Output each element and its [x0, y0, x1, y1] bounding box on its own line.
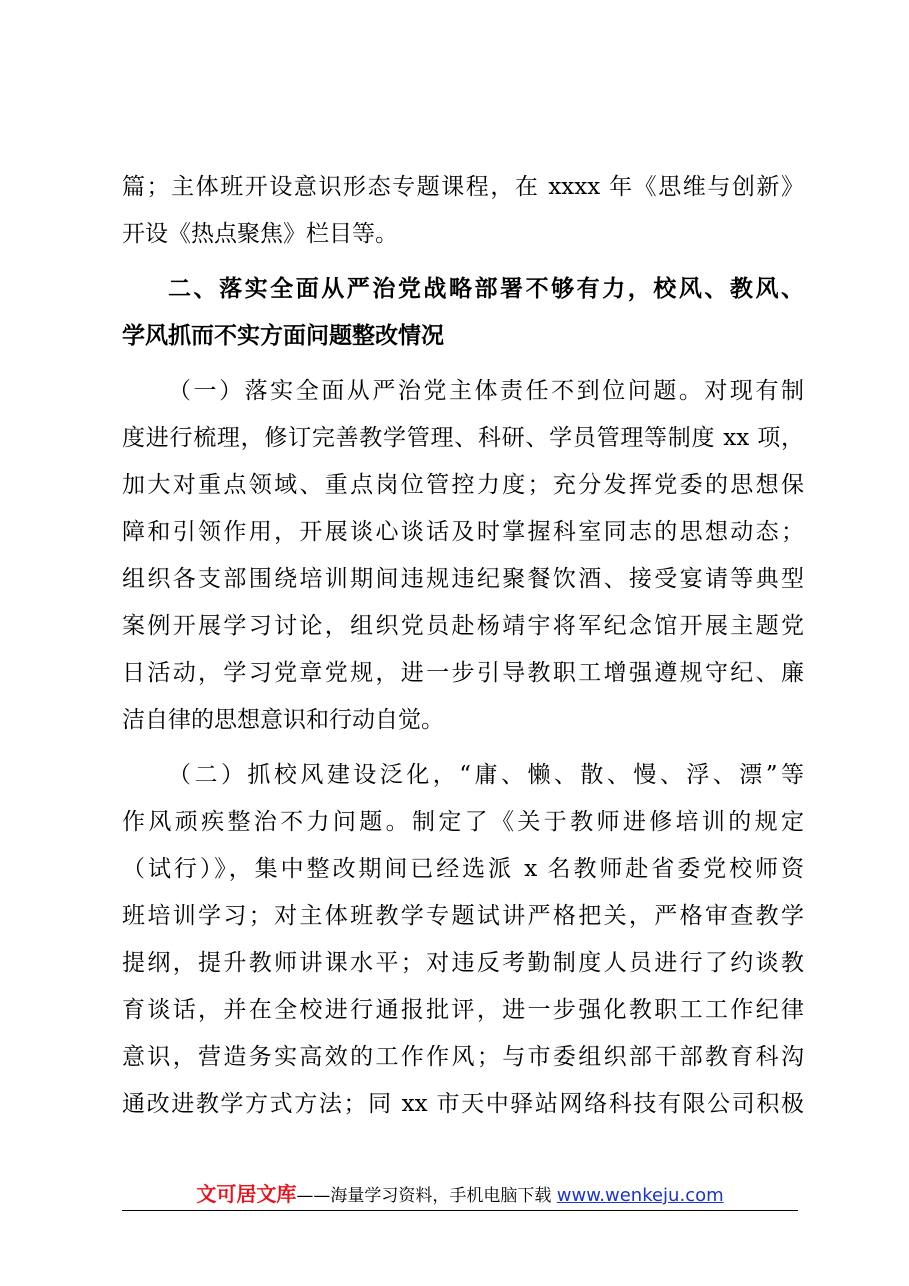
body-line: （二）抓校风建设泛化，“庸、懒、散、慢、浮、漂”等: [168, 762, 804, 788]
paragraph-gap: [122, 360, 804, 368]
body-line: 日活动，学习党章党规，进一步引导教职工增强遵规守纪、廉: [122, 660, 804, 686]
paragraph-gap: [122, 744, 804, 752]
body-line: 案例开展学习讨论，组织党员赴杨靖宇将军纪念馆开展主题党: [122, 613, 804, 639]
body-line: 组织各支部围绕培训期间违规违纪聚餐饮酒、接受宴请等典型: [122, 566, 804, 592]
body-line: 障和引领作用，开展谈心谈话及时掌握科室同志的思想动态；: [122, 519, 804, 545]
paragraph-gap: [122, 258, 804, 266]
body-line: 育谈话，并在全校进行通报批评，进一步强化教职工工作纪律: [122, 997, 804, 1023]
body-line: 意识，营造务实高效的工作作风；与市委组织部干部教育科沟: [122, 1044, 804, 1070]
footer-divider: [122, 1210, 798, 1211]
body-line: 加大对重点领域、重点岗位管控力度；充分发挥党委的思想保: [122, 472, 804, 498]
document-body: [122, 164, 804, 1128]
body-line: （试行）》，集中整改期间已经选派 x 名教师赴省委党校师资: [122, 856, 804, 882]
body-line: 班培训学习；对主体班教学专题试讲严格把关，严格审查教学: [122, 903, 804, 929]
footer-tagline: ——海量学习资料，手机电脑下载: [296, 1186, 552, 1206]
body-line: 作风顽疾整治不力问题。制定了《关于教师进修培训的规定: [122, 809, 804, 835]
section-heading-line: 二、落实全面从严治党战略部署不够有力，校风、教风、: [168, 276, 804, 302]
body-line: 篇；主体班开设意识形态专题课程，在 xxxx 年《思维与创新》: [122, 174, 804, 200]
footer-brand: 文可居文库: [196, 1182, 297, 1206]
body-line: 洁自律的思想意识和行动自觉。: [122, 707, 444, 733]
body-line: 通改进教学方式方法；同 xx 市天中驿站网络科技有限公司积极: [122, 1091, 804, 1117]
body-line: （一）落实全面从严治党主体责任不到位问题。对现有制: [168, 378, 804, 404]
footer-website-link[interactable]: www.wenkeju.com: [556, 1185, 724, 1206]
page-footer: [122, 1178, 798, 1212]
body-line: 开设《热点聚焦》栏目等。: [122, 221, 398, 247]
section-heading-line: 学风抓而不实方面问题整改情况: [122, 323, 444, 349]
body-line: 提纲，提升教师讲课水平；对违反考勤制度人员进行了约谈教: [122, 950, 804, 976]
body-line: 度进行梳理，修订完善教学管理、科研、学员管理等制度 xx 项，: [122, 425, 804, 451]
